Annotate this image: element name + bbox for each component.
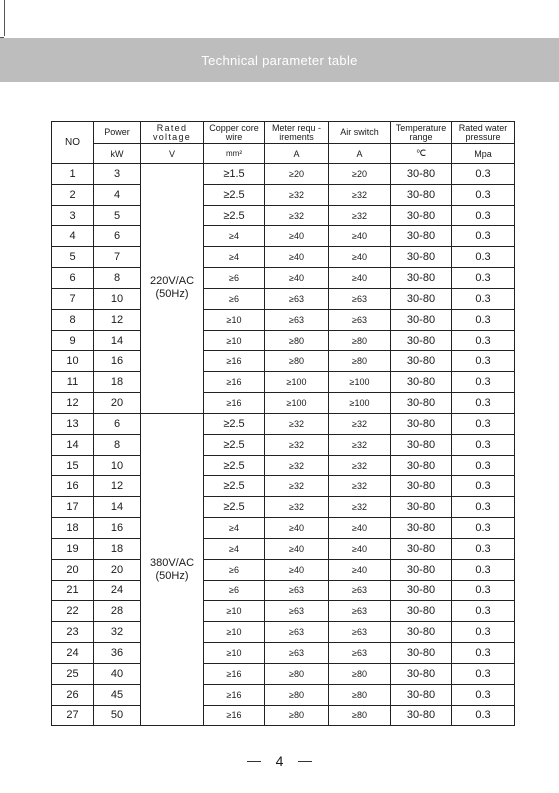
cell-air-switch: ≥40	[329, 226, 391, 247]
cell-temperature: 30-80	[391, 226, 452, 247]
cell-meter: ≥40	[265, 226, 329, 247]
table-row	[52, 601, 515, 622]
table-row	[52, 413, 515, 434]
page-number: 4	[275, 753, 284, 769]
cell-copper: ≥10	[204, 601, 265, 622]
cell-power: 8	[94, 268, 141, 289]
cell-meter: ≥63	[265, 309, 329, 330]
cell-meter: ≥100	[265, 393, 329, 414]
cell-pressure: 0.3	[452, 351, 515, 372]
table-row	[52, 351, 515, 372]
unit-temperature: ℃	[391, 144, 452, 164]
cell-temperature: 30-80	[391, 413, 452, 434]
cell-no: 4	[52, 226, 94, 247]
cell-temperature: 30-80	[391, 601, 452, 622]
cell-power: 7	[94, 247, 141, 268]
cell-power: 16	[94, 351, 141, 372]
table-row	[52, 268, 515, 289]
cell-temperature: 30-80	[391, 164, 452, 185]
cell-air-switch: ≥32	[329, 497, 391, 518]
cell-power: 36	[94, 643, 141, 664]
table-row	[52, 622, 515, 643]
cell-pressure: 0.3	[452, 518, 515, 539]
cell-no: 12	[52, 393, 94, 414]
cell-air-switch: ≥63	[329, 643, 391, 664]
cell-rated-voltage: 380V/AC (50Hz)	[141, 413, 204, 725]
cell-copper: ≥2.5	[204, 476, 265, 497]
cell-meter: ≥80	[265, 684, 329, 705]
cell-no: 27	[52, 705, 94, 726]
cell-power: 6	[94, 226, 141, 247]
cell-no: 15	[52, 455, 94, 476]
cell-temperature: 30-80	[391, 580, 452, 601]
cell-no: 6	[52, 268, 94, 289]
cell-pressure: 0.3	[452, 393, 515, 414]
title-banner	[0, 38, 559, 82]
cell-temperature: 30-80	[391, 538, 452, 559]
cell-meter: ≥40	[265, 538, 329, 559]
cell-pressure: 0.3	[452, 497, 515, 518]
cell-pressure: 0.3	[452, 330, 515, 351]
cell-pressure: 0.3	[452, 455, 515, 476]
cell-copper: ≥10	[204, 643, 265, 664]
cell-power: 10	[94, 288, 141, 309]
cell-copper: ≥16	[204, 351, 265, 372]
cell-no: 7	[52, 288, 94, 309]
table-row	[52, 247, 515, 268]
cell-power: 18	[94, 538, 141, 559]
cell-air-switch: ≥40	[329, 518, 391, 539]
unit-power: kW	[94, 144, 141, 164]
cell-copper: ≥16	[204, 393, 265, 414]
table-row	[52, 184, 515, 205]
cell-air-switch: ≥32	[329, 455, 391, 476]
table-row	[52, 476, 515, 497]
cell-meter: ≥32	[265, 455, 329, 476]
cell-meter: ≥32	[265, 205, 329, 226]
cell-copper: ≥2.5	[204, 413, 265, 434]
cell-no: 26	[52, 684, 94, 705]
header-rated-water-pressure: Rated water pressure	[452, 122, 515, 144]
cell-temperature: 30-80	[391, 184, 452, 205]
header-air-switch: Air switch	[329, 122, 391, 144]
cell-meter: ≥80	[265, 663, 329, 684]
cell-air-switch: ≥32	[329, 184, 391, 205]
cell-copper: ≥2.5	[204, 497, 265, 518]
cell-meter: ≥80	[265, 351, 329, 372]
cell-air-switch: ≥63	[329, 601, 391, 622]
cell-no: 13	[52, 413, 94, 434]
cell-power: 18	[94, 372, 141, 393]
unit-meter: A	[265, 144, 329, 164]
cell-meter: ≥32	[265, 184, 329, 205]
table-row	[52, 372, 515, 393]
cell-power: 20	[94, 559, 141, 580]
cell-copper: ≥10	[204, 330, 265, 351]
cell-air-switch: ≥100	[329, 393, 391, 414]
cell-no: 24	[52, 643, 94, 664]
table-row	[52, 643, 515, 664]
cell-copper: ≥6	[204, 288, 265, 309]
cell-copper: ≥16	[204, 372, 265, 393]
cell-pressure: 0.3	[452, 476, 515, 497]
cell-power: 14	[94, 497, 141, 518]
cell-temperature: 30-80	[391, 288, 452, 309]
unit-copper: mm²	[204, 144, 265, 164]
cell-copper: ≥1.5	[204, 164, 265, 185]
cell-copper: ≥2.5	[204, 455, 265, 476]
cell-air-switch: ≥32	[329, 434, 391, 455]
cell-no: 21	[52, 580, 94, 601]
table-body	[52, 164, 515, 726]
cell-air-switch: ≥40	[329, 247, 391, 268]
cell-copper: ≥6	[204, 268, 265, 289]
cell-no: 11	[52, 372, 94, 393]
footer-dash-left	[247, 761, 261, 762]
cell-pressure: 0.3	[452, 164, 515, 185]
cell-pressure: 0.3	[452, 205, 515, 226]
table-row	[52, 393, 515, 414]
table-row	[52, 538, 515, 559]
cell-air-switch: ≥32	[329, 205, 391, 226]
cell-temperature: 30-80	[391, 705, 452, 726]
cell-air-switch: ≥80	[329, 663, 391, 684]
cell-power: 14	[94, 330, 141, 351]
unit-water-pressure: Mpa	[452, 144, 515, 164]
cell-copper: ≥2.5	[204, 434, 265, 455]
unit-air-switch: A	[329, 144, 391, 164]
cell-temperature: 30-80	[391, 684, 452, 705]
cell-no: 22	[52, 601, 94, 622]
cell-no: 16	[52, 476, 94, 497]
cell-no: 20	[52, 559, 94, 580]
cell-power: 24	[94, 580, 141, 601]
cell-power: 6	[94, 413, 141, 434]
cell-temperature: 30-80	[391, 393, 452, 414]
cell-meter: ≥80	[265, 705, 329, 726]
cell-pressure: 0.3	[452, 684, 515, 705]
table-row	[52, 434, 515, 455]
cell-pressure: 0.3	[452, 372, 515, 393]
corner-crop-mark-vertical	[4, 0, 5, 36]
cell-temperature: 30-80	[391, 247, 452, 268]
cell-temperature: 30-80	[391, 205, 452, 226]
table-row	[52, 288, 515, 309]
cell-pressure: 0.3	[452, 622, 515, 643]
cell-air-switch: ≥63	[329, 309, 391, 330]
cell-meter: ≥100	[265, 372, 329, 393]
cell-pressure: 0.3	[452, 247, 515, 268]
cell-meter: ≥63	[265, 288, 329, 309]
cell-meter: ≥63	[265, 643, 329, 664]
cell-temperature: 30-80	[391, 559, 452, 580]
cell-power: 5	[94, 205, 141, 226]
cell-copper: ≥4	[204, 247, 265, 268]
cell-copper: ≥2.5	[204, 184, 265, 205]
cell-meter: ≥20	[265, 164, 329, 185]
cell-temperature: 30-80	[391, 351, 452, 372]
cell-rated-voltage: 220V/AC (50Hz)	[141, 164, 204, 414]
cell-meter: ≥80	[265, 330, 329, 351]
cell-power: 45	[94, 684, 141, 705]
cell-copper: ≥2.5	[204, 205, 265, 226]
table-row	[52, 705, 515, 726]
cell-copper: ≥6	[204, 580, 265, 601]
cell-power: 28	[94, 601, 141, 622]
header-temperature-range: Temperature range	[391, 122, 452, 144]
cell-air-switch: ≥32	[329, 476, 391, 497]
table-row	[52, 309, 515, 330]
table-row	[52, 684, 515, 705]
cell-copper: ≥4	[204, 538, 265, 559]
cell-temperature: 30-80	[391, 622, 452, 643]
table-row	[52, 580, 515, 601]
cell-pressure: 0.3	[452, 184, 515, 205]
cell-meter: ≥32	[265, 476, 329, 497]
cell-pressure: 0.3	[452, 559, 515, 580]
table-row	[52, 330, 515, 351]
cell-air-switch: ≥40	[329, 268, 391, 289]
cell-meter: ≥40	[265, 247, 329, 268]
cell-no: 25	[52, 663, 94, 684]
cell-temperature: 30-80	[391, 663, 452, 684]
unit-row	[52, 144, 515, 164]
cell-air-switch: ≥40	[329, 538, 391, 559]
cell-air-switch: ≥32	[329, 413, 391, 434]
cell-pressure: 0.3	[452, 413, 515, 434]
cell-copper: ≥10	[204, 309, 265, 330]
cell-temperature: 30-80	[391, 518, 452, 539]
unit-voltage: V	[141, 144, 204, 164]
table-row	[52, 164, 515, 185]
cell-power: 12	[94, 309, 141, 330]
cell-air-switch: ≥80	[329, 351, 391, 372]
cell-power: 10	[94, 455, 141, 476]
cell-no: 23	[52, 622, 94, 643]
cell-no: 1	[52, 164, 94, 185]
cell-copper: ≥16	[204, 663, 265, 684]
cell-meter: ≥32	[265, 497, 329, 518]
cell-power: 32	[94, 622, 141, 643]
cell-copper: ≥16	[204, 684, 265, 705]
cell-pressure: 0.3	[452, 705, 515, 726]
cell-power: 16	[94, 518, 141, 539]
cell-air-switch: ≥63	[329, 288, 391, 309]
cell-no: 14	[52, 434, 94, 455]
cell-meter: ≥63	[265, 601, 329, 622]
cell-power: 8	[94, 434, 141, 455]
cell-copper: ≥4	[204, 518, 265, 539]
cell-temperature: 30-80	[391, 434, 452, 455]
cell-pressure: 0.3	[452, 226, 515, 247]
cell-meter: ≥40	[265, 268, 329, 289]
cell-copper: ≥6	[204, 559, 265, 580]
table-row	[52, 663, 515, 684]
header-row	[52, 122, 515, 144]
footer-dash-right	[298, 761, 312, 762]
cell-air-switch: ≥40	[329, 559, 391, 580]
cell-air-switch: ≥20	[329, 164, 391, 185]
cell-power: 40	[94, 663, 141, 684]
cell-pressure: 0.3	[452, 643, 515, 664]
header-power: Power	[94, 122, 141, 144]
cell-power: 4	[94, 184, 141, 205]
cell-pressure: 0.3	[452, 268, 515, 289]
cell-no: 17	[52, 497, 94, 518]
table-row	[52, 205, 515, 226]
cell-meter: ≥32	[265, 413, 329, 434]
cell-no: 2	[52, 184, 94, 205]
page-title: Technical parameter table	[201, 52, 358, 68]
cell-no: 18	[52, 518, 94, 539]
table-row	[52, 518, 515, 539]
cell-temperature: 30-80	[391, 268, 452, 289]
cell-no: 8	[52, 309, 94, 330]
table-row	[52, 455, 515, 476]
cell-temperature: 30-80	[391, 497, 452, 518]
cell-temperature: 30-80	[391, 372, 452, 393]
cell-temperature: 30-80	[391, 330, 452, 351]
cell-power: 12	[94, 476, 141, 497]
cell-temperature: 30-80	[391, 476, 452, 497]
cell-pressure: 0.3	[452, 538, 515, 559]
cell-temperature: 30-80	[391, 455, 452, 476]
cell-no: 3	[52, 205, 94, 226]
cell-pressure: 0.3	[452, 434, 515, 455]
cell-pressure: 0.3	[452, 601, 515, 622]
cell-power: 3	[94, 164, 141, 185]
cell-air-switch: ≥63	[329, 622, 391, 643]
cell-power: 50	[94, 705, 141, 726]
cell-pressure: 0.3	[452, 663, 515, 684]
cell-no: 10	[52, 351, 94, 372]
cell-temperature: 30-80	[391, 643, 452, 664]
header-rated-voltage: Rated voltage	[141, 122, 204, 144]
cell-pressure: 0.3	[452, 309, 515, 330]
cell-air-switch: ≥80	[329, 330, 391, 351]
header-meter-requirements: Meter requ -irements	[265, 122, 329, 144]
cell-copper: ≥10	[204, 622, 265, 643]
header-copper-core-wire: Copper core wire	[204, 122, 265, 144]
cell-no: 19	[52, 538, 94, 559]
technical-parameter-table	[51, 121, 515, 726]
table-row	[52, 226, 515, 247]
cell-meter: ≥32	[265, 434, 329, 455]
cell-temperature: 30-80	[391, 309, 452, 330]
cell-air-switch: ≥80	[329, 684, 391, 705]
cell-copper: ≥4	[204, 226, 265, 247]
cell-air-switch: ≥100	[329, 372, 391, 393]
cell-meter: ≥63	[265, 580, 329, 601]
cell-meter: ≥40	[265, 518, 329, 539]
cell-pressure: 0.3	[452, 580, 515, 601]
cell-meter: ≥63	[265, 622, 329, 643]
cell-pressure: 0.3	[452, 288, 515, 309]
table-row	[52, 497, 515, 518]
cell-air-switch: ≥63	[329, 580, 391, 601]
cell-air-switch: ≥80	[329, 705, 391, 726]
cell-power: 20	[94, 393, 141, 414]
cell-meter: ≥40	[265, 559, 329, 580]
page-footer	[0, 752, 559, 770]
cell-copper: ≥16	[204, 705, 265, 726]
table-row	[52, 559, 515, 580]
cell-no: 5	[52, 247, 94, 268]
header-no: NO	[52, 122, 94, 164]
cell-no: 9	[52, 330, 94, 351]
